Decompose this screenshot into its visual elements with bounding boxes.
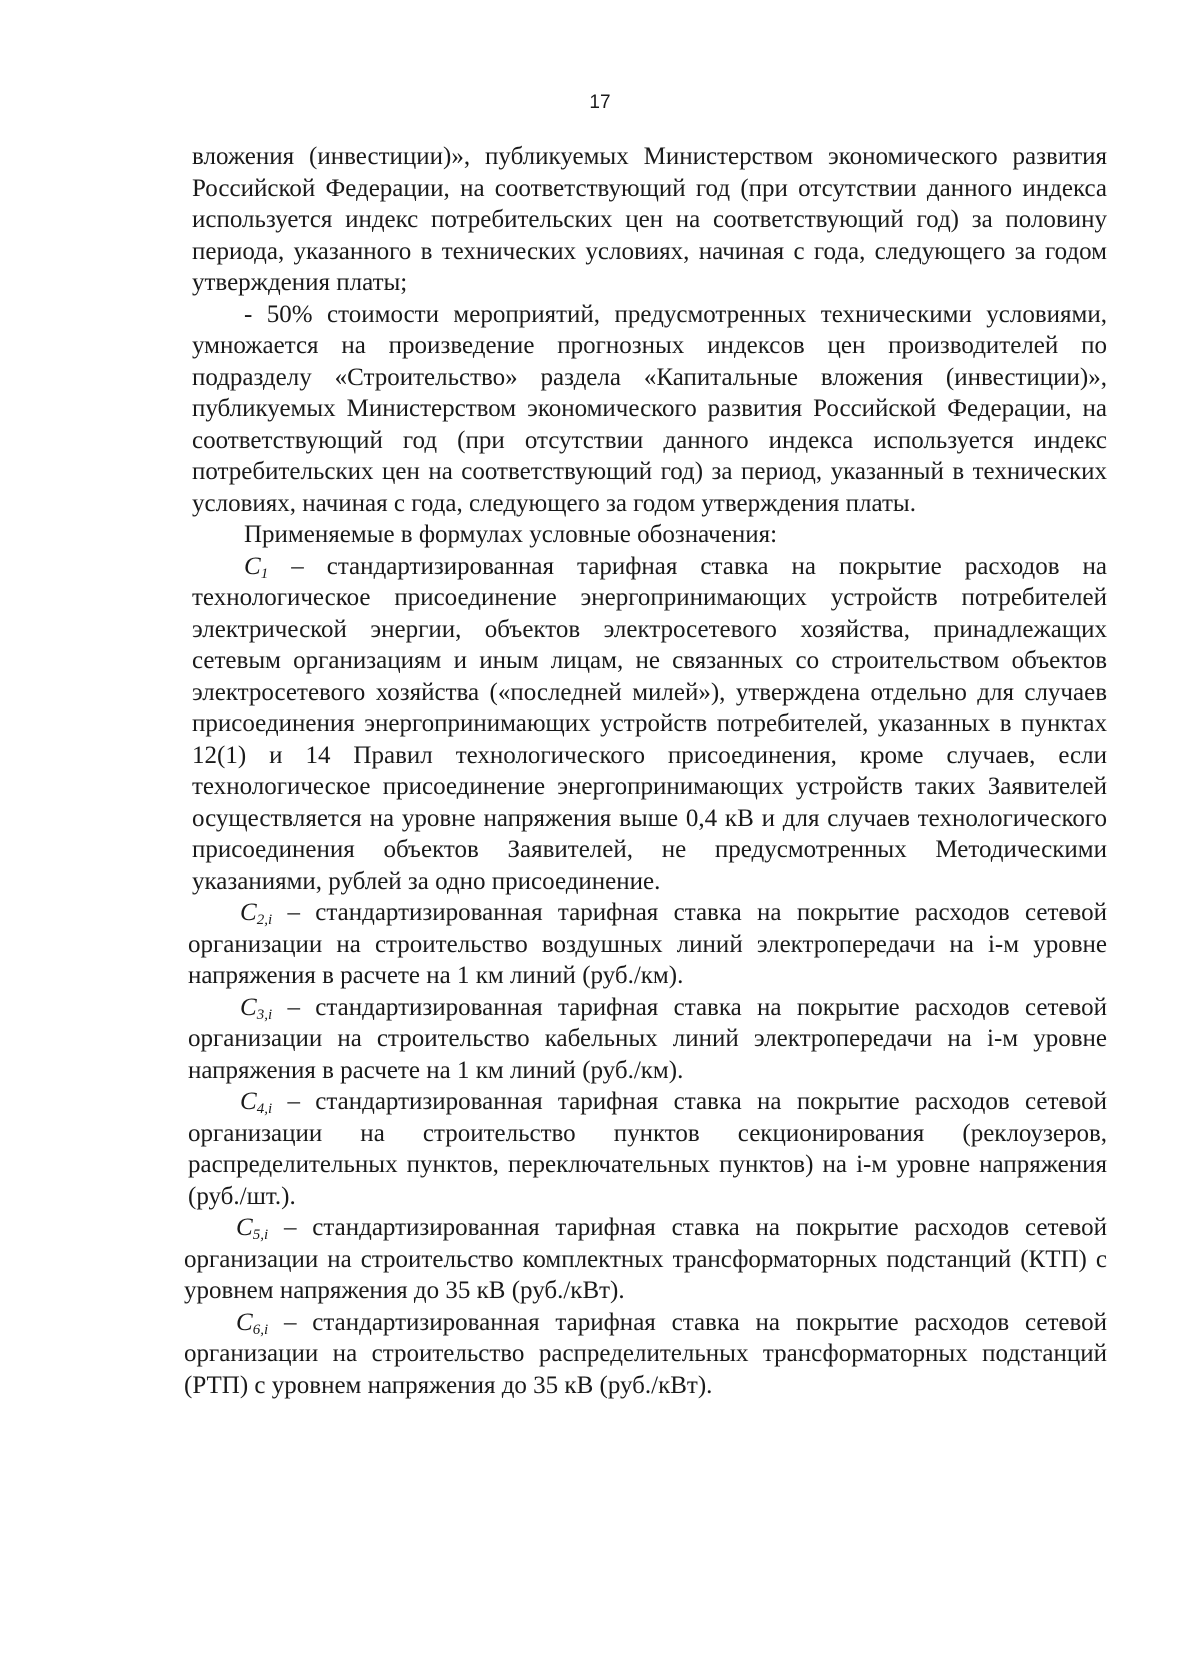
paragraph-50-percent: - 50% стоимости мероприятий, предусмотренных техническими условиями, умножается на произведение прогнозных индексов цен производителей по подразделу «Строительство» раздела «Капитальные вложения (инвестиции)», публикуемых Министерством экономического развития Российской Федерации, на соответствующий год (при отсутствии данного индекса используется индекс потребительских цен на соответствующий год) за период, указанный в технических условиях, начиная с года, следующего за годом утверждения платы.: [192, 300, 1107, 517]
legend-text: стандартизированная тарифная ставка на покрытие расходов сетевой организации на строительство воздушных линий электропередачи на i-м уровне напряжения в расчете на 1 км линий (руб./км).: [188, 899, 1108, 989]
legend-text: стандартизированная тарифная ставка на покрытие расходов сетевой организации на строительство кабельных линий электропередачи на i-м уровне напряжения в расчете на 1 км линий (руб./км).: [188, 993, 1108, 1084]
page-number: 17: [589, 92, 611, 113]
legend-symbol: $C_{4,i}$: [240, 1088, 273, 1117]
legend-item-c5: $C_{5,i}$ – стандартизированная тарифная ставка на покрытие расходов сетевой организации на строительство комплектных трансформаторных подстанций (КТП) с уровнем напряжения до 35 кВ (руб./кВт).: [184, 1214, 1108, 1304]
legend-symbol: $C_{2,i}$: [240, 899, 273, 928]
legend-item-c6: $C_{6,i}$ – стандартизированная тарифная ставка на покрытие расходов сетевой организации на строительство распределительных трансформаторных подстанций (РТП) с уровнем напряжения до 35 кВ (руб./кВт).: [184, 1308, 1108, 1399]
legend-symbol: $C_{6,i}$: [236, 1308, 269, 1338]
legend-item-c3: $C_{3,i}$ – стандартизированная тарифная ставка на покрытие расходов сетевой организации на строительство кабельных линий электропередачи на i-м уровне напряжения в расчете на 1 км линий (руб./км).: [188, 993, 1108, 1084]
legend-symbol: $C_{5,i}$: [236, 1214, 269, 1243]
paragraph-legend-intro: Применяемые в формулах условные обозначения:: [244, 521, 778, 548]
legend-symbol: $C_{3,i}$: [240, 993, 273, 1023]
legend-text: стандартизированная тарифная ставка на покрытие расходов сетевой организации на строительство распределительных трансформаторных подстанций (РТП) с уровнем напряжения до 35 кВ (руб./кВт).: [184, 1308, 1108, 1399]
legend-text: стандартизированная тарифная ставка на покрытие расходов сетевой организации на строительство комплектных трансформаторных подстанций (КТП) с уровнем напряжения до 35 кВ (руб./кВт).: [184, 1214, 1108, 1304]
legend-item-c4: $C_{4,i}$ – стандартизированная тарифная ставка на покрытие расходов сетевой организации на строительство пунктов секционирования (реклоузеров, распределительных пунктов, переключательных пунктов) на i-м уровне напряжения (руб./шт.).: [188, 1088, 1108, 1210]
legend-text: стандартизированная тарифная ставка на покрытие расходов на технологическое присоединение энергопринимающих устройств потребителей электрической энергии, объектов электросетевого хозяйства, принадлежащих сетевым организациям и иным лицам, не связанных со строительством объектов электросетевого хозяйства («последней милей»), утверждена отдельно для случаев присоединения энергопринимающих устройств потребителей, указанных в пунктах 12(1) и 14 Правил технологического присоединения, кроме случаев, если технологическое присоединение энергопринимающих устройств таких Заявителей осуществляется на уровне напряжения выше 0,4 кВ и для случаев технологического присоединения объектов Заявителей, не предусмотренных Методическими указаниями, рублей за одно присоединение.: [192, 552, 1107, 895]
document-body: [184, 141, 1108, 1401]
legend-text: стандартизированная тарифная ставка на покрытие расходов сетевой организации на строительство пунктов секционирования (реклоузеров, распределительных пунктов, переключательных пунктов) на i-м уровне напряжения (руб./шт.).: [188, 1088, 1108, 1210]
legend-item-c1: $C_1$ – стандартизированная тарифная ставка на покрытие расходов на технологическое присоединение энергопринимающих устройств потребителей электрической энергии, объектов электросетевого хозяйства, принадлежащих сетевым организациям и иным лицам, не связанных со строительством объектов электросетевого хозяйства («последней милей»), утверждена отдельно для случаев присоединения энергопринимающих устройств потребителей, указанных в пунктах 12(1) и 14 Правил технологического присоединения, кроме случаев, если технологическое присоединение энергопринимающих устройств таких Заявителей осуществляется на уровне напряжения выше 0,4 кВ и для случаев технологического присоединения объектов Заявителей, не предусмотренных Методическими указаниями, рублей за одно присоединение.: [192, 552, 1107, 895]
legend-item-c2: $C_{2,i}$ – стандартизированная тарифная ставка на покрытие расходов сетевой организации на строительство воздушных линий электропередачи на i-м уровне напряжения в расчете на 1 км линий (руб./км).: [188, 899, 1108, 989]
legend-symbol: $C_1$: [244, 552, 269, 582]
paragraph-continuation: вложения (инвестиции)», публикуемых Министерством экономического развития Российской Федерации, на соответствующий год (при отсутствии данного индекса используется индекс потребительских цен на соответствующий год) за половину периода, указанного в технических условиях, начиная с года, следующего за годом утверждения платы;: [192, 143, 1107, 296]
